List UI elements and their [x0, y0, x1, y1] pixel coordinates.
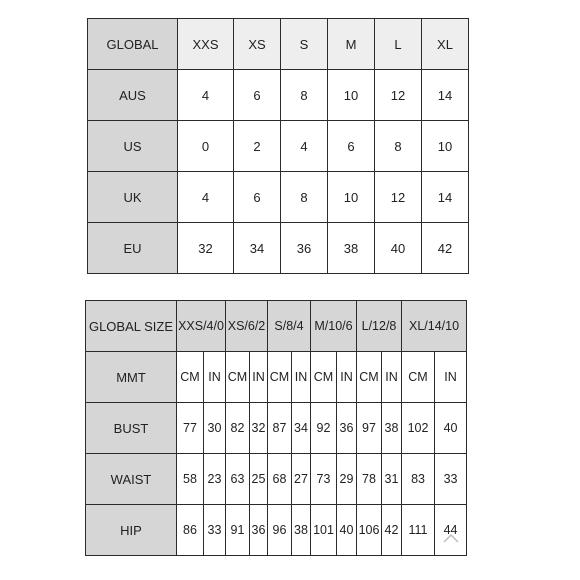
table-cell: 77	[177, 403, 204, 454]
row-label: UK	[88, 172, 178, 223]
header-cell: XL/14/10	[402, 301, 467, 352]
table-cell: 4	[281, 121, 328, 172]
table-cell: 87	[268, 403, 292, 454]
table-cell: 36	[337, 403, 357, 454]
table-cell: 40	[337, 505, 357, 556]
header-cell: XS/6/2	[226, 301, 268, 352]
row-label: EU	[88, 223, 178, 274]
table-cell: 10	[328, 172, 375, 223]
table-cell: 42	[422, 223, 469, 274]
header-cell: L	[375, 19, 422, 70]
row-label: AUS	[88, 70, 178, 121]
unit-cell: IN	[337, 352, 357, 403]
table-row	[86, 454, 467, 505]
table-cell: 8	[375, 121, 422, 172]
table-cell: 38	[382, 403, 402, 454]
table-cell: 102	[402, 403, 435, 454]
table-cell: 40	[375, 223, 422, 274]
table-cell: 23	[204, 454, 226, 505]
unit-cell: CM	[357, 352, 382, 403]
table-row	[88, 70, 469, 121]
table-cell: 6	[234, 70, 281, 121]
table-cell: 4	[178, 70, 234, 121]
table-cell: 91	[226, 505, 250, 556]
table-cell: 42	[382, 505, 402, 556]
header-cell: M	[328, 19, 375, 70]
table-cell: 34	[292, 403, 311, 454]
table-cell: 12	[375, 70, 422, 121]
table-cell: 101	[311, 505, 337, 556]
table-cell: 32	[250, 403, 268, 454]
table-cell: 14	[422, 172, 469, 223]
table-cell: 82	[226, 403, 250, 454]
row-label: BUST	[86, 403, 177, 454]
table-cell: 31	[382, 454, 402, 505]
header-cell: S	[281, 19, 328, 70]
row-label: WAIST	[86, 454, 177, 505]
row-label: MMT	[86, 352, 177, 403]
table-row	[88, 172, 469, 223]
row-label: HIP	[86, 505, 177, 556]
table-cell: 36	[281, 223, 328, 274]
header-cell: S/8/4	[268, 301, 311, 352]
unit-cell: CM	[177, 352, 204, 403]
chevron-up-icon[interactable]	[443, 533, 459, 543]
measurement-table	[85, 300, 467, 556]
table-cell: 14	[422, 70, 469, 121]
unit-cell: IN	[250, 352, 268, 403]
header-cell: GLOBAL	[88, 19, 178, 70]
table-cell: 86	[177, 505, 204, 556]
table-cell: 36	[250, 505, 268, 556]
table-cell: 8	[281, 70, 328, 121]
unit-row	[86, 352, 467, 403]
header-cell: XXS	[178, 19, 234, 70]
header-cell: XL	[422, 19, 469, 70]
unit-cell: IN	[435, 352, 467, 403]
table-cell: 73	[311, 454, 337, 505]
table-cell: 6	[328, 121, 375, 172]
table-cell: 27	[292, 454, 311, 505]
table-row	[86, 403, 467, 454]
table-cell: 83	[402, 454, 435, 505]
table-cell: 40	[435, 403, 467, 454]
header-cell: M/10/6	[311, 301, 357, 352]
table-cell: 2	[234, 121, 281, 172]
table-cell: 25	[250, 454, 268, 505]
table-cell: 44	[435, 505, 467, 556]
table-cell: 38	[328, 223, 375, 274]
table-cell: 4	[178, 172, 234, 223]
table-cell: 97	[357, 403, 382, 454]
table-cell: 58	[177, 454, 204, 505]
unit-cell: IN	[382, 352, 402, 403]
table-cell: 33	[435, 454, 467, 505]
table-cell: 12	[375, 172, 422, 223]
table-header-row	[86, 301, 467, 352]
table-cell: 30	[204, 403, 226, 454]
table-header-row	[88, 19, 469, 70]
table-cell: 106	[357, 505, 382, 556]
header-cell: L/12/8	[357, 301, 402, 352]
unit-cell: IN	[292, 352, 311, 403]
table-row	[88, 121, 469, 172]
table-row	[86, 505, 467, 556]
table-cell: 6	[234, 172, 281, 223]
table-cell: 0	[178, 121, 234, 172]
table-row	[88, 223, 469, 274]
table-cell: 10	[422, 121, 469, 172]
table-cell: 10	[328, 70, 375, 121]
table-cell: 33	[204, 505, 226, 556]
header-cell: GLOBAL SIZE	[86, 301, 177, 352]
unit-cell: CM	[226, 352, 250, 403]
table-cell: 38	[292, 505, 311, 556]
table-cell: 29	[337, 454, 357, 505]
size-conversion-table	[87, 18, 469, 274]
unit-cell: IN	[204, 352, 226, 403]
unit-cell: CM	[402, 352, 435, 403]
unit-cell: CM	[311, 352, 337, 403]
table-cell: 92	[311, 403, 337, 454]
unit-cell: CM	[268, 352, 292, 403]
table-cell: 78	[357, 454, 382, 505]
table-cell: 111	[402, 505, 435, 556]
table-cell: 96	[268, 505, 292, 556]
table-cell: 63	[226, 454, 250, 505]
table-cell: 32	[178, 223, 234, 274]
table-cell: 8	[281, 172, 328, 223]
header-cell: XXS/4/0	[177, 301, 226, 352]
table-cell: 68	[268, 454, 292, 505]
header-cell: XS	[234, 19, 281, 70]
row-label: US	[88, 121, 178, 172]
table-cell: 34	[234, 223, 281, 274]
